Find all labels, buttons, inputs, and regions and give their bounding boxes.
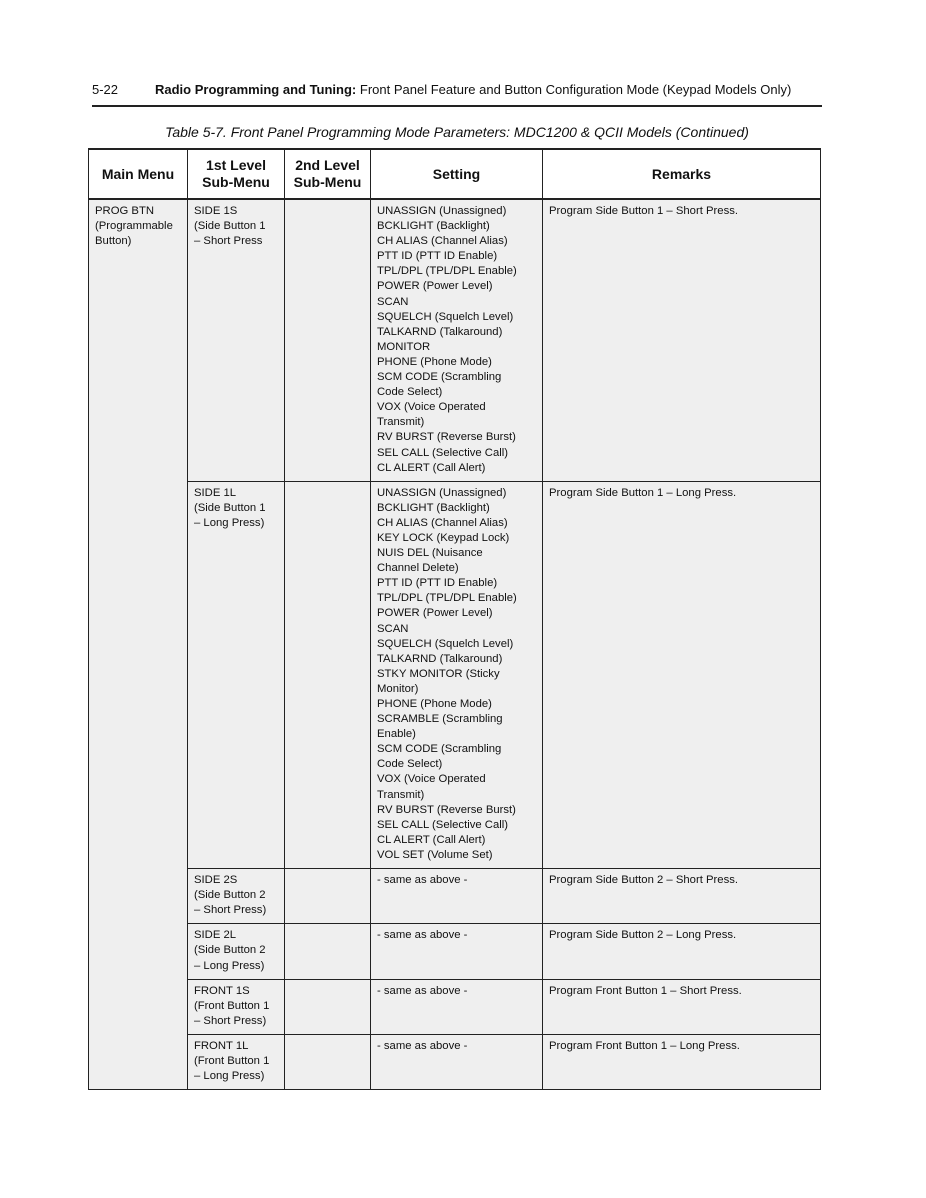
table-row: [89, 869, 821, 924]
setting-cell-line: Code Select): [377, 758, 443, 771]
sub1-cell-line: SIDE 2L: [194, 929, 237, 942]
sub1-cell-line: (Side Button 2: [194, 944, 266, 957]
setting-cell-line: VOX (Voice Operated: [377, 401, 486, 414]
main-menu-cell-line: Button): [95, 235, 132, 248]
setting-cell: [371, 869, 543, 924]
setting-cell-line: SCM CODE (Scrambling: [377, 743, 502, 756]
sub2-cell: [285, 924, 371, 979]
sub1-cell-line: – Short Press): [194, 904, 267, 917]
setting-cell-line: TPL/DPL (TPL/DPL Enable): [377, 265, 517, 278]
col-header-2nd-level: [285, 149, 371, 199]
setting-cell-line: Code Select): [377, 386, 443, 399]
setting-cell-line: RV BURST (Reverse Burst): [377, 431, 516, 444]
setting-cell-line: Enable): [377, 728, 416, 741]
setting-cell-line: SEL CALL (Selective Call): [377, 818, 509, 831]
page-number: 5-22: [92, 82, 119, 97]
setting-cell-line: PTT ID (PTT ID Enable): [377, 577, 498, 590]
setting-cell-line: VOL SET (Volume Set): [377, 848, 493, 861]
setting-cell-line: SCRAMBLE (Scrambling: [377, 713, 503, 726]
setting-cell-line: BCKLIGHT (Backlight): [377, 501, 490, 514]
sub2-cell: [285, 869, 371, 924]
sub1-cell-line: (Front Button 1: [194, 999, 270, 1012]
setting-cell-line: PHONE (Phone Mode): [377, 698, 492, 710]
setting-cell-line: RV BURST (Reverse Burst): [377, 803, 516, 816]
setting-cell-line: SCM CODE (Scrambling: [377, 371, 502, 384]
setting-cell: [371, 1034, 543, 1089]
sub2-cell: [285, 481, 371, 868]
table-body: [89, 199, 821, 1090]
table-row: [89, 979, 821, 1034]
remarks-cell: Program Side Button 2 – Long Press.: [543, 924, 821, 979]
setting-cell-line: TALKARND (Talkaround): [377, 652, 503, 665]
sub1-cell-line: – Short Press): [194, 1014, 267, 1027]
setting-cell-line: POWER (Power Level): [377, 280, 493, 293]
remarks-cell: Program Front Button 1 – Short Press.: [543, 979, 821, 1034]
sub1-cell-line: FRONT 1S: [194, 984, 250, 997]
main-menu-cell-line: PROG BTN: [95, 205, 154, 217]
sub1-cell-line: FRONT 1L: [194, 1039, 249, 1052]
sub1-cell: [188, 924, 285, 979]
setting-cell-line: - same as above -: [377, 874, 468, 887]
setting-cell-line: STKY MONITOR (Sticky: [377, 667, 500, 680]
table-row: [89, 924, 821, 979]
setting-cell-line: BCKLIGHT (Backlight): [377, 220, 490, 233]
section-title-bold: Radio Programming and Tuning:: [155, 82, 357, 97]
table-row: [89, 481, 821, 868]
setting-cell-line: NUIS DEL (Nuisance: [377, 547, 483, 560]
sub1-cell-line: SIDE 2S: [194, 874, 238, 887]
col-header-remarks: Remarks: [543, 149, 821, 199]
sub1-cell-line: (Side Button 1: [194, 220, 266, 233]
setting-cell-line: Transmit): [377, 788, 425, 801]
setting-cell-line: KEY LOCK (Keypad Lock): [377, 531, 510, 544]
setting-cell-line: CH ALIAS (Channel Alias): [377, 235, 508, 248]
setting-cell-line: - same as above -: [377, 984, 468, 997]
col-header-setting: Setting: [371, 149, 543, 199]
sub1-cell-line: – Short Press: [194, 235, 263, 248]
main-menu-cell-line: (Programmable: [95, 220, 173, 233]
setting-cell-line: POWER (Power Level): [377, 607, 493, 620]
setting-cell-line: CL ALERT (Call Alert): [377, 833, 486, 846]
header-rule: [92, 105, 822, 107]
header-text-line: 2nd Level: [295, 157, 360, 173]
setting-cell-line: TALKARND (Talkaround): [377, 325, 503, 338]
header-text-line: Sub-Menu: [202, 174, 270, 190]
setting-cell-line: TPL/DPL (TPL/DPL Enable): [377, 592, 517, 605]
page-header: [92, 82, 822, 97]
sub1-cell: [188, 979, 285, 1034]
sub1-cell-line: (Side Button 2: [194, 889, 266, 902]
table-row: [89, 199, 821, 481]
setting-cell-line: SQUELCH (Squelch Level): [377, 637, 514, 650]
sub1-cell: [188, 1034, 285, 1089]
table-row: [89, 1034, 821, 1089]
remarks-cell: Program Front Button 1 – Long Press.: [543, 1034, 821, 1089]
setting-cell-line: SQUELCH (Squelch Level): [377, 310, 514, 323]
sub1-cell-line: SIDE 1S: [194, 205, 238, 217]
table-caption: Table 5-7. Front Panel Programming Mode Parameters: MDC1200 & QCII Models (Continued): [165, 124, 749, 140]
setting-cell-line: SCAN: [377, 295, 409, 308]
main-menu-cell: [89, 199, 188, 1090]
setting-cell-line: VOX (Voice Operated: [377, 773, 486, 786]
sub1-cell-line: – Long Press): [194, 516, 265, 529]
setting-cell-line: SEL CALL (Selective Call): [377, 446, 509, 459]
setting-cell-line: - same as above -: [377, 1039, 468, 1052]
setting-cell-line: CL ALERT (Call Alert): [377, 461, 486, 474]
header-text-line: 1st Level: [206, 157, 266, 173]
remarks-cell: Program Side Button 1 – Long Press.: [543, 481, 821, 868]
setting-cell-line: Channel Delete): [377, 562, 459, 575]
setting-cell-line: MONITOR: [377, 340, 431, 353]
sub1-cell-line: (Side Button 1: [194, 501, 266, 514]
sub1-cell: [188, 481, 285, 868]
section-title: Front Panel Feature and Button Configuration Mode (Keypad Models Only): [359, 82, 792, 97]
sub1-cell: [188, 199, 285, 481]
setting-cell-line: Monitor): [377, 682, 419, 695]
setting-cell-line: CH ALIAS (Channel Alias): [377, 516, 508, 529]
remarks-cell: Program Side Button 1 – Short Press.: [543, 199, 821, 481]
sub2-cell: [285, 1034, 371, 1089]
setting-cell-line: Transmit): [377, 416, 425, 429]
sub1-cell-line: SIDE 1L: [194, 486, 237, 499]
parameters-table: [88, 148, 821, 1090]
setting-cell-line: PTT ID (PTT ID Enable): [377, 250, 498, 263]
setting-cell: [371, 199, 543, 481]
remarks-cell: Program Side Button 2 – Short Press.: [543, 869, 821, 924]
header-text-line: Sub-Menu: [293, 174, 362, 190]
sub1-cell-line: (Front Button 1: [194, 1054, 270, 1067]
sub2-cell: [285, 979, 371, 1034]
setting-cell: [371, 979, 543, 1034]
col-header-1st-level: [188, 149, 285, 199]
setting-cell: [371, 481, 543, 868]
sub1-cell: [188, 869, 285, 924]
setting-cell-line: UNASSIGN (Unassigned): [377, 205, 507, 217]
sub1-cell-line: – Long Press): [194, 959, 265, 972]
setting-cell-line: - same as above -: [377, 929, 468, 942]
sub2-cell: [285, 199, 371, 481]
col-header-main-menu: Main Menu: [89, 149, 188, 199]
table-header-row: [89, 149, 821, 199]
setting-cell-line: UNASSIGN (Unassigned): [377, 486, 507, 499]
setting-cell: [371, 924, 543, 979]
setting-cell-line: SCAN: [377, 622, 409, 635]
setting-cell-line: PHONE (Phone Mode): [377, 355, 492, 368]
sub1-cell-line: – Long Press): [194, 1070, 265, 1083]
